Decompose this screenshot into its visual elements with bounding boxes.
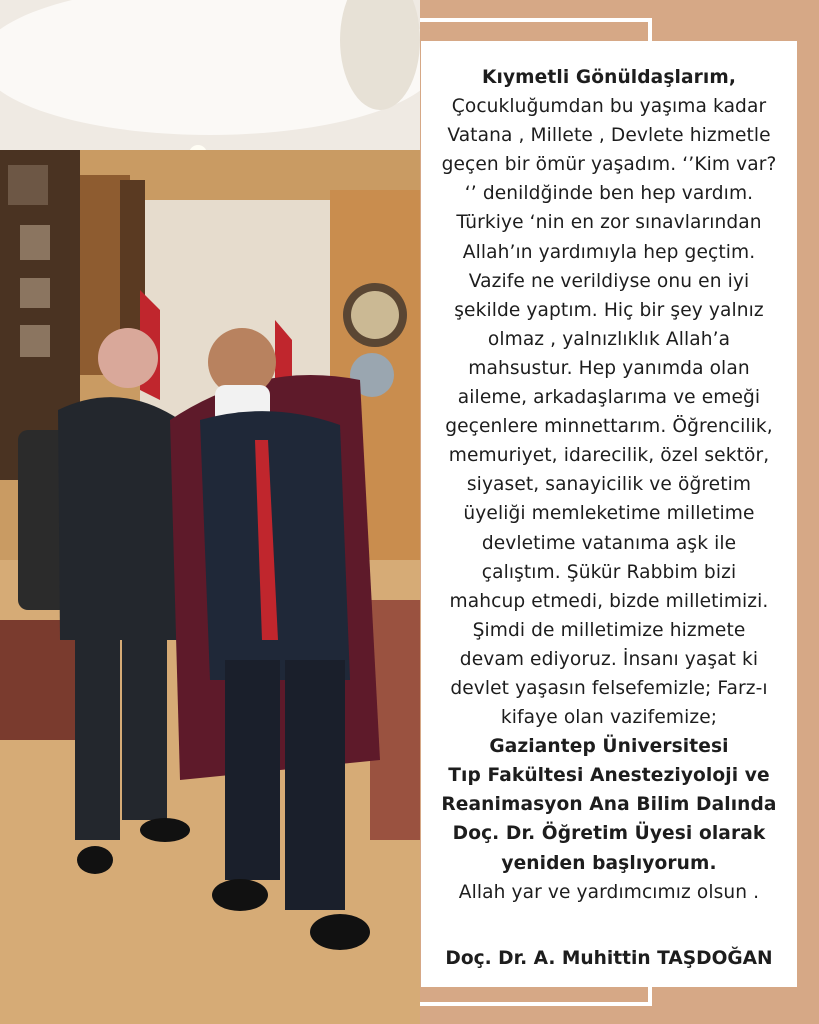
message-line: Vazife ne verildiyse onu en iyi [468,270,750,292]
message-card [421,41,797,987]
message-line: çalıştım. Şükür Rabbim bizi [481,561,737,583]
signature: Doç. Dr. A. Muhittin TAŞDOĞAN [445,948,773,969]
greeting: Kıymetli Gönüldaşlarım, [481,67,736,88]
message-line: geçenlere minnettarım. Öğrencilik, [445,416,773,438]
message-line: Çocukluğumdan bu yaşıma kadar [451,96,767,118]
message-line: üyeliği memleketime milletime [463,503,755,525]
message-body [421,63,797,907]
message-line: devlet yaşasın felsefemizle; Farz-ı [450,677,768,699]
message-line: Allah’ın yardımıyla hep geçtim. [462,241,756,263]
message-line: mahsustur. Hep yanımda olan [468,357,750,379]
message-line: mahcup etmedi, bizde milletimizi. [449,590,769,612]
message-line: Şimdi de milletimize hizmete [472,619,746,641]
message-line: aileme, arkadaşlarıma ve emeği [457,387,761,409]
highlight-line: Gaziantep Üniversitesi [489,736,729,758]
highlight-line: Reanimasyon Ana Bilim Dalında [441,794,777,816]
highlight-line: Tıp Fakültesi Anesteziyoloji ve [448,765,770,787]
message-line: geçen bir ömür yaşadım. ‘’Kim var? [441,154,777,176]
message-line: Vatana , Millete , Devlete hizmetle [447,125,771,147]
closing-line: Allah yar ve yardımcımız olsun . [458,881,760,903]
message-line: kifaye olan vazifemize; [500,707,718,729]
message-line: memuriyet, idarecilik, özel sektör, [448,445,770,467]
highlight-line: yeniden başlıyorum. [501,852,717,874]
highlight-line: Doç. Dr. Öğretim Üyesi olarak [452,823,766,845]
message-line: şekilde yaptım. Hiç bir şey yalnız [454,299,764,321]
message-line: Türkiye ‘nin en zor sınavlarından [456,212,762,234]
message-line: devletime vatanıma aşk ile [481,532,737,554]
message-line: devam ediyoruz. İnsanı yaşat ki [459,648,759,670]
message-line: ‘’ denildğinde ben hep vardım. [464,183,754,205]
message-line: olmaz , yalnızlıklık Allah’a [487,328,731,350]
message-line: siyaset, sanayicilik ve öğretim [466,474,752,496]
